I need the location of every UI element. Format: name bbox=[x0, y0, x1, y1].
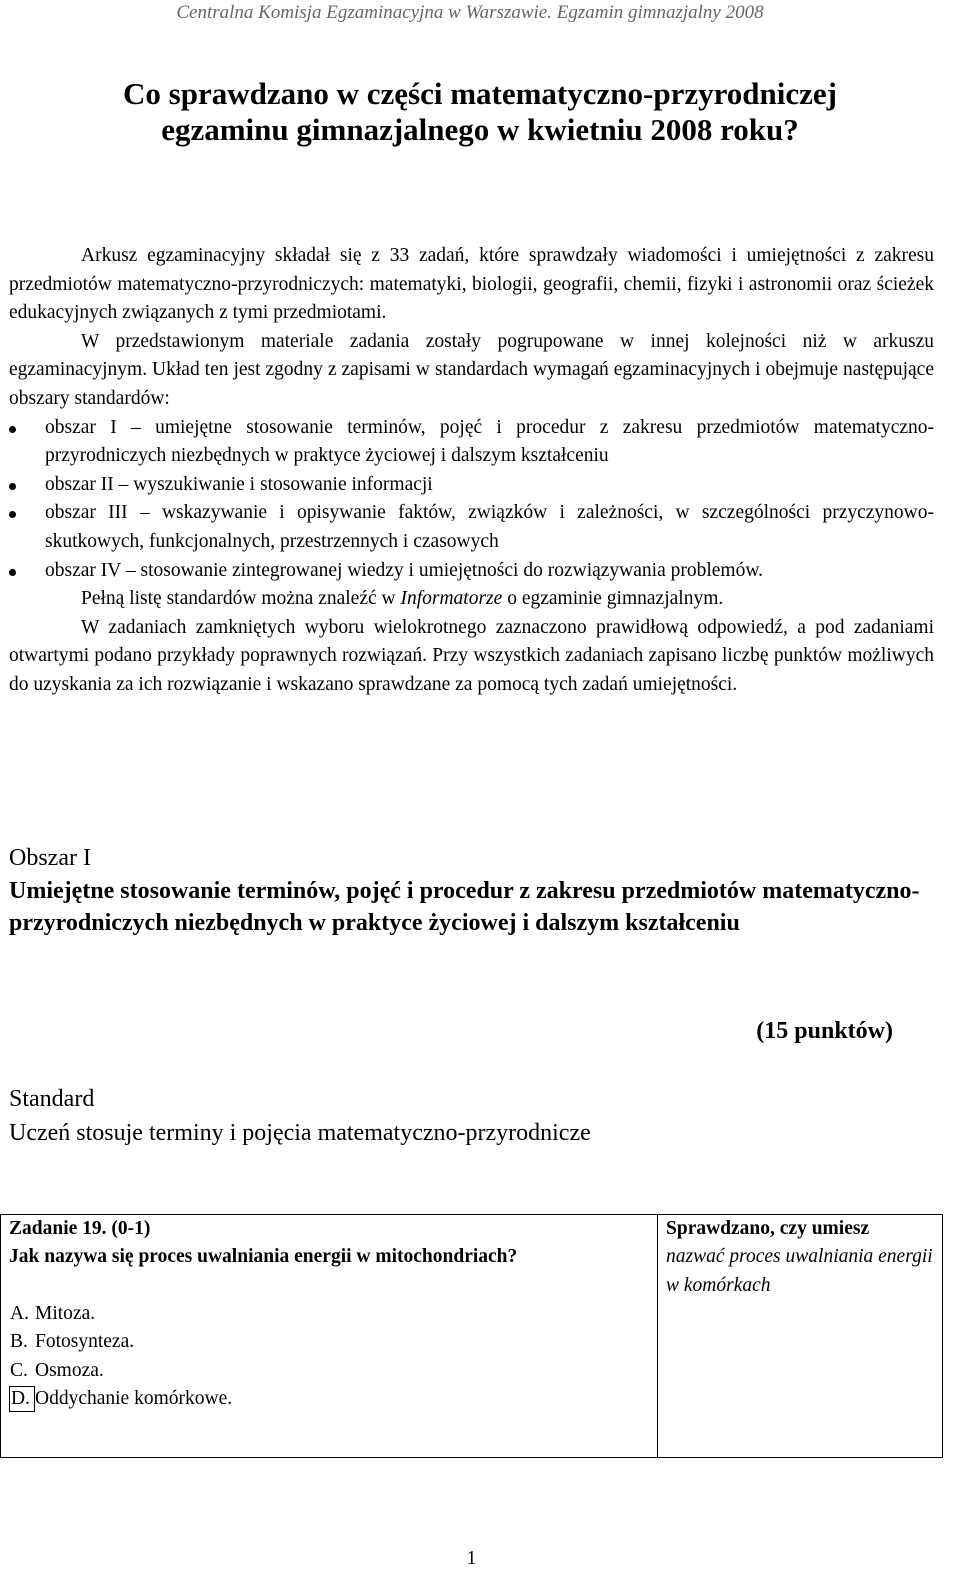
answer-option-a: A. Mitoza. bbox=[10, 1302, 96, 1324]
task-skill-cell bbox=[658, 1215, 943, 1458]
standards-list bbox=[9, 414, 934, 586]
obszar-section bbox=[9, 842, 934, 940]
page-title-line-2: egzaminu gimnazjalnego w kwietniu 2008 roku? bbox=[161, 112, 799, 147]
points-label: (15 punktów) bbox=[756, 1018, 893, 1044]
answer-option-c: C. Osmoza. bbox=[10, 1359, 104, 1381]
bullet-icon bbox=[9, 569, 16, 576]
intro-paragraph-2: W przedstawionym materiale zadania zostały pogrupowane w innej kolejności niż w arkuszu egzaminacyjnym. Układ ten jest zgodny z zapisami w standardach wymagań egzaminacyjnych i obejmuje następujące obszary standardów: bbox=[9, 330, 934, 409]
standard-text: Uczeń stosuje terminy i pojęcia matematyczno-przyrodnicze bbox=[9, 1120, 591, 1146]
obszar-heading: Obszar I bbox=[9, 845, 91, 871]
intro-paragraph-4: W zadaniach zamkniętych wyboru wielokrotnego zaznaczono prawidłową odpowiedź, a pod zadaniami otwartymi podano przykłady poprawnych rozwiązań. Przy wszystkich zadaniach zapisano liczbę punktów możliwych do uzyskania za ich rozwiązanie i wskazano sprawdzane za pomocą tych zadań umiejętności. bbox=[9, 616, 934, 695]
task-question: Jak nazywa się proces uwalniania energii w mitochondriach? bbox=[9, 1246, 518, 1268]
skill-label: Sprawdzano, czy umiesz bbox=[666, 1218, 870, 1239]
page-title bbox=[0, 76, 960, 148]
page-header: Centralna Komisja Egzaminacyjna w Warszawie. Egzamin gimnazjalny 2008 bbox=[176, 2, 764, 23]
correct-answer-box: D. bbox=[9, 1386, 35, 1412]
task-question-cell bbox=[1, 1215, 658, 1458]
list-item: obszar II – wyszukiwanie i stosowanie informacji bbox=[9, 471, 934, 500]
page-number: 1 bbox=[466, 1548, 477, 1569]
list-item: obszar I – umiejętne stosowanie terminów, pojęć i procedur z zakresu przedmiotów matematyczno-przyrodniczych niezbędnych w praktyce życiowej i dalszym kształceniu bbox=[9, 414, 934, 471]
obszar-title: Umiejętne stosowanie terminów, pojęć i procedur z zakresu przedmiotów matematyczno-przyrodniczych niezbędnych w praktyce życiowej i dalszym kształceniu bbox=[9, 877, 920, 936]
page-title-line-1: Co sprawdzano w części matematyczno-przyrodniczej bbox=[123, 76, 837, 111]
intro-paragraph-3: Pełną listę standardów można znaleźć w Informatorze o egzaminie gimnazjalnym. bbox=[81, 588, 724, 610]
standard-section bbox=[9, 1082, 934, 1150]
list-item: obszar III – wskazywanie i opisywanie faktów, związków i zależności, w szczególności przyczynowo-skutkowych, funkcjonalnych, przestrzennych i czasowych bbox=[9, 499, 934, 556]
answer-option-d: D. Oddychanie komórkowe. bbox=[9, 1385, 651, 1413]
task-table bbox=[0, 1214, 943, 1458]
skill-text: nazwać proces uwalniania energii w komórkach bbox=[666, 1246, 933, 1296]
bullet-icon bbox=[9, 426, 16, 433]
intro-section bbox=[9, 242, 934, 700]
standard-label: Standard bbox=[9, 1086, 95, 1112]
bullet-icon bbox=[9, 483, 16, 490]
informator-title: Informatorze bbox=[400, 588, 503, 610]
list-item: obszar IV – stosowanie zintegrowanej wiedzy i umiejętności do rozwiązywania problemów. bbox=[9, 557, 934, 586]
answer-list bbox=[9, 1300, 651, 1414]
task-number: Zadanie 19. (0-1) bbox=[9, 1218, 151, 1239]
intro-paragraph-1: Arkusz egzaminacyjny składał się z 33 zadań, które sprawdzały wiadomości i umiejętności z zakresu przedmiotów matematyczno-przyrodniczych: matematyki, biologii, geografii, chemii, fizyki i astronomii oraz ścieżek edukacyjnych związanych z tymi przedmiotami. bbox=[9, 245, 934, 324]
bullet-icon bbox=[9, 511, 16, 518]
answer-option-b: B. Fotosynteza. bbox=[10, 1331, 135, 1353]
